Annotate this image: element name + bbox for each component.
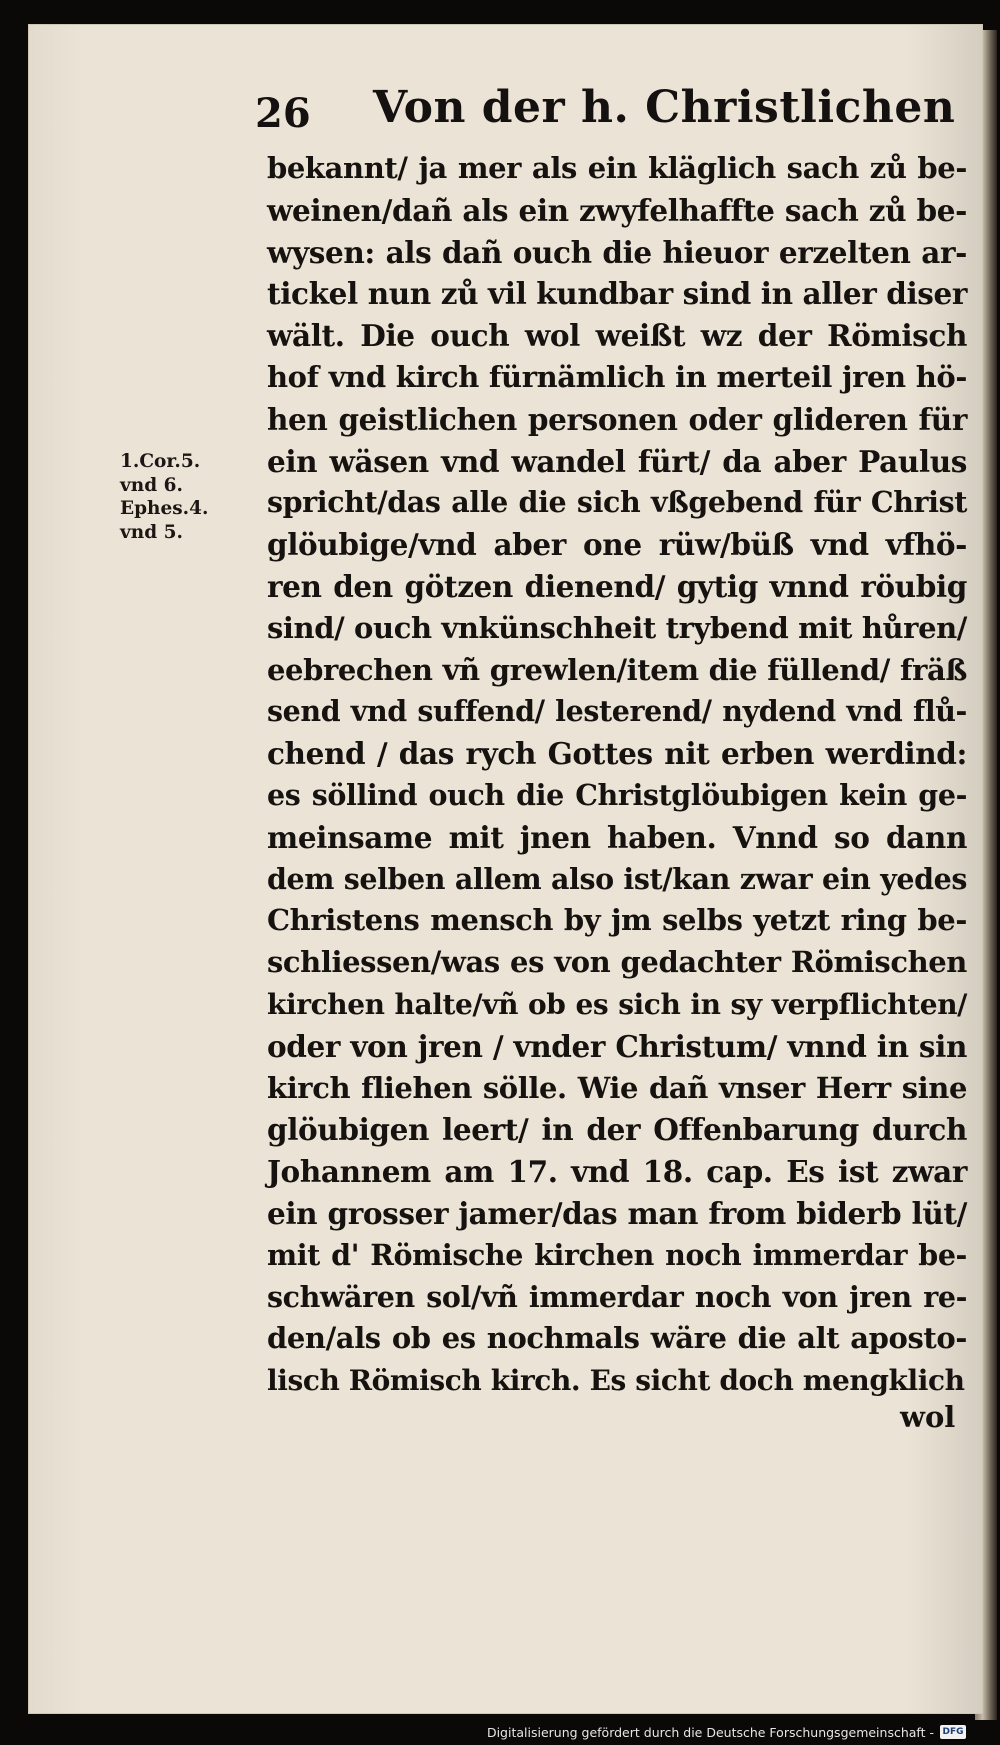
text-line: send vnd suffend/ lesterend/ nydend vnd flů- — [267, 694, 967, 729]
margin-note-line: vnd 6. — [120, 474, 183, 496]
text-line: ein grosser jamer/das man from biderb lüt/ — [267, 1195, 967, 1231]
text-line: ein wäsen vnd wandel fürt/ da aber Paulus — [267, 443, 967, 479]
text-line: es söllind ouch die Christglöubigen kein ge- — [267, 777, 967, 812]
page-number: 26 — [255, 90, 311, 137]
text-line: eebrechen vñ grewlen/item die füllend/ fräß — [267, 652, 967, 687]
text-line: tickel nun zů vil kundbar sind in aller diser — [267, 276, 967, 312]
text-line: wält. Die ouch wol weißt wz der Römisch — [267, 318, 967, 354]
text-line: meinsame mit jnen haben. Vnnd so dann — [267, 819, 967, 855]
text-line: oder von jren / vnder Christum/ vnnd in sin — [267, 1028, 967, 1064]
text-line: Johannem am 17. vnd 18. cap. Es ist zwar — [267, 1154, 967, 1190]
text-line: schliessen/was es von gedachter Römischen — [267, 945, 967, 980]
text-line: weinen/dañ als ein zwyfelhaffte sach zů be- — [267, 192, 967, 228]
text-line: spricht/das alle die sich vßgebend für Christ — [267, 485, 967, 520]
text-line: glöubige/vnd aber one rüw/büß vnd vfhö- — [267, 527, 967, 563]
page-header — [255, 82, 956, 142]
footer-credit — [487, 1721, 966, 1743]
dfg-logo-text: DFG — [942, 1727, 964, 1737]
margin-note-line: vnd 5. — [120, 521, 183, 543]
margin-note — [120, 450, 240, 544]
text-line: mit d' Römische kirchen noch immerdar be- — [267, 1237, 967, 1272]
text-line: sind/ ouch vnkünschheit trybend mit hůren/ — [267, 610, 967, 645]
dfg-logo-icon — [940, 1725, 966, 1739]
text-line: wysen: als dañ ouch die hieuor erzelten ar- — [267, 234, 967, 270]
margin-note-line: Ephes.4. — [120, 498, 209, 519]
body-text — [267, 148, 967, 1402]
text-line: den/als ob es nochmals wäre die alt aposto- — [267, 1321, 967, 1356]
text-line: chend / das rych Gottes nit erben werdind: — [267, 736, 967, 772]
text-line: Christens mensch by jm selbs yetzt ring be- — [267, 903, 967, 938]
text-line: glöubigen leert/ in der Offenbarung durch — [267, 1112, 967, 1148]
text-line: lisch Römisch kirch. Es sicht doch mengklich — [267, 1364, 965, 1398]
text-line: hof vnd kirch fürnämlich in merteil jren hö- — [267, 359, 967, 394]
text-line: bekannt/ ja mer als ein kläglich sach zů be- — [267, 151, 967, 185]
text-line: schwären sol/vñ immerdar noch von jren re- — [267, 1279, 967, 1314]
margin-note-line: 1.Cor.5. — [120, 451, 201, 472]
running-head: Von der h. Christlichen — [373, 82, 956, 133]
catchword: wol — [900, 1400, 956, 1434]
text-line: kirchen halte/vñ ob es sich in sy verpflichten/ — [267, 987, 967, 1021]
text-line: kirch fliehen sölle. Wie dañ vnser Herr sine — [267, 1070, 967, 1105]
text-line: hen geistlichen personen oder glideren für — [267, 401, 967, 437]
footer-credit-text: Digitalisierung gefördert durch die Deutsche Forschungsgemeinschaft - — [486, 1724, 934, 1740]
text-line: ren den götzen dienend/ gytig vnnd röubig — [267, 568, 967, 604]
text-line: dem selben allem also ist/kan zwar ein yedes — [267, 861, 967, 896]
